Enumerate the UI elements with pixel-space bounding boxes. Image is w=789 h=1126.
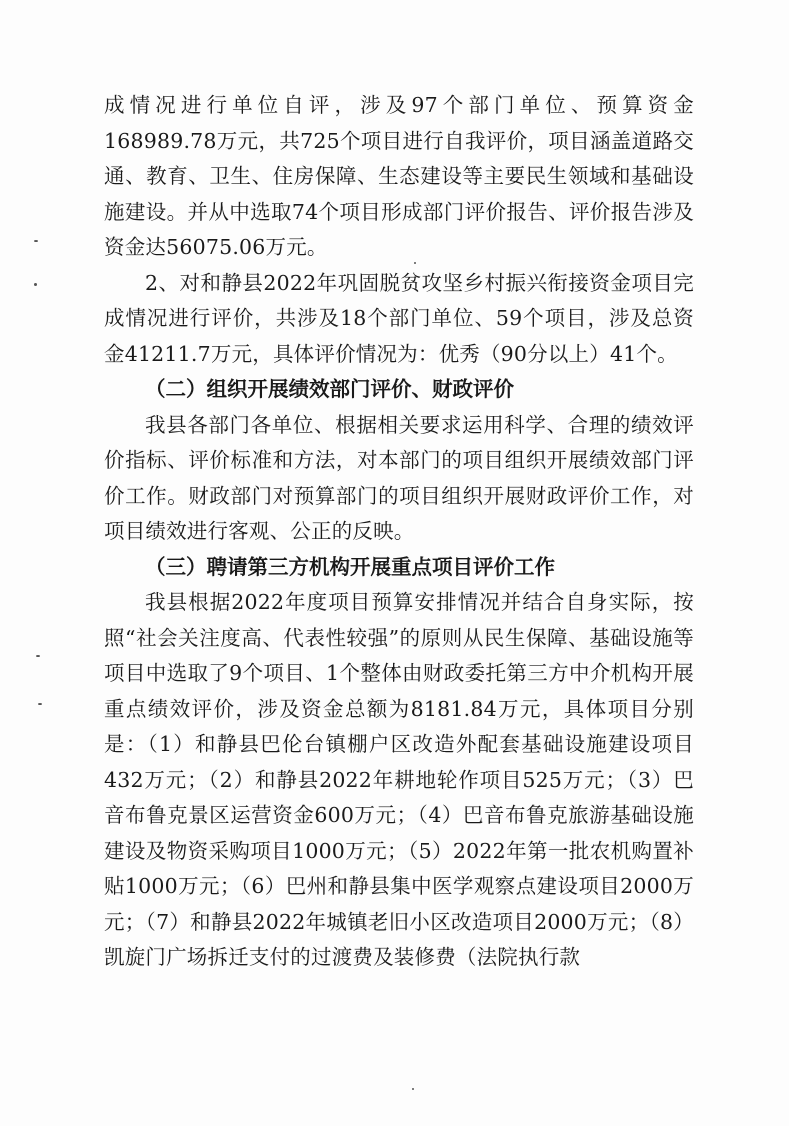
section-heading-3: （三）聘请第三方机构开展重点项目评价工作 bbox=[145, 554, 555, 579]
scan-speck bbox=[36, 655, 40, 657]
scan-speck bbox=[38, 703, 42, 705]
scan-speck bbox=[414, 262, 416, 264]
paragraph-3: 我县各部门各单位、根据相关要求运用科学、合理的绩效评价指标、评价标准和方法，对本部门的项目组织开展绩效部门评价工作。财政部门对预算部门的项目组织开展财政评价工作，对项目绩效进行客观、公正的反映。 bbox=[104, 412, 694, 543]
section-heading-2: （二）组织开展绩效部门评价、财政评价 bbox=[145, 377, 514, 401]
document-body bbox=[104, 88, 694, 976]
scan-speck bbox=[34, 240, 38, 242]
paragraph-4: 我县根据2022年度项目预算安排情况并结合自身实际，按照“社会关注度高、代表性较强”的原则从民生保障、基础设施等项目中选取了9个项目、1个整体由财政委托第三方中介机构开展重点绩效评价，涉及资金总额为8181.84万元，具体项目分别是：（1）和静县巴伦台镇棚户区改造外配套基础设施建设项目432万元；（2）和静县2022年耕地轮作项目525万元；（3）巴音布鲁克景区运营资金600万元；（4）巴音布鲁克旅游基础设施建设及物资采购项目1000万元；（5）2022年第一批农机购置补贴1000万元；（6）巴州和静县集中医学观察点建设项目2000万元；（7）和静县2022年城镇老旧小区改造项目2000万元；（8）凯旋门广场拆迁支付的过渡费及装修费（法院执行款 bbox=[104, 590, 694, 969]
scan-speck bbox=[34, 283, 37, 286]
scan-speck bbox=[412, 1088, 414, 1090]
paragraph-2: 2、对和静县2022年巩固脱贫攻坚乡村振兴衔接资金项目完成情况进行评价，共涉及18个部门单位、59个项目，涉及总资金41211.7万元，具体评价情况为：优秀（90分以上）41个。 bbox=[104, 270, 694, 366]
paragraph-1: 成情况进行单位自评，涉及97个部门单位、预算资金168989.78万元，共725个项目进行自我评价，项目涵盖道路交通、教育、卫生、住房保障、生态建设等主要民生领域和基础设施建设。并从中选取74个项目形成部门评价报告、评价报告涉及资金达56075.06万元。 bbox=[104, 93, 694, 259]
